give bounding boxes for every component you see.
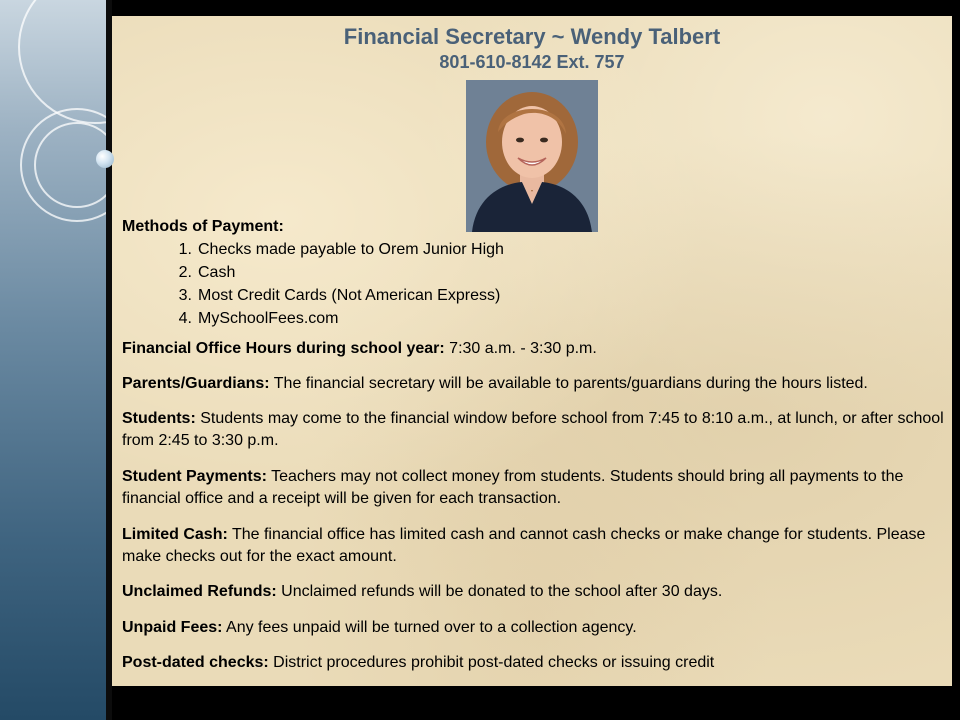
unclaimed-refunds-paragraph: Unclaimed Refunds: Unclaimed refunds will be donated to the school after 30 days. [122, 583, 723, 600]
methods-heading: Methods of Payment: [122, 218, 284, 235]
post-dated-checks-paragraph: Post-dated checks: District procedures prohibit post-dated checks or issuing credit [122, 654, 715, 671]
list-item: 3. Most Credit Cards (Not American Express) [178, 287, 501, 304]
list-item: 4. MySchoolFees.com [178, 310, 339, 327]
list-item: 1. Checks made payable to Orem Junior High [178, 241, 504, 258]
portrait-photo-illustration [466, 80, 598, 232]
parents-guardians-paragraph: Parents/Guardians: The financial secretary will be available to parents/guardians during the hours listed. [122, 375, 868, 392]
payment-methods-list [170, 238, 504, 330]
list-item: 2. Cash [178, 264, 236, 281]
students-paragraph: Students: Students may come to the financial window before school from 7:45 to 8:10 a.m., at lunch, or after school from 2:45 to 3:30 p.m. [122, 410, 944, 449]
unpaid-fees-paragraph: Unpaid Fees: Any fees unpaid will be turned over to a collection agency. [122, 619, 637, 636]
limited-cash-paragraph: Limited Cash: The financial office has limited cash and cannot cash checks or make change for students. Please make checks out for the exact amount. [122, 526, 926, 565]
office-hours-paragraph: Financial Office Hours during school year: 7:30 a.m. - 3:30 p.m. [122, 340, 597, 357]
page-title: Financial Secretary ~ Wendy Talbert [343, 24, 721, 49]
student-payments-paragraph: Student Payments: Teachers may not collect money from students. Students should bring all payments to the financial office and a receipt will be given for each transaction. [122, 468, 904, 507]
portrait-photo [466, 80, 598, 232]
phone-number: 801-610-8142 Ext. 757 [439, 52, 625, 72]
decorative-ring [18, 0, 106, 124]
slide-content [112, 16, 952, 686]
decorative-orb [96, 150, 114, 168]
decorative-side-panel [0, 0, 106, 720]
